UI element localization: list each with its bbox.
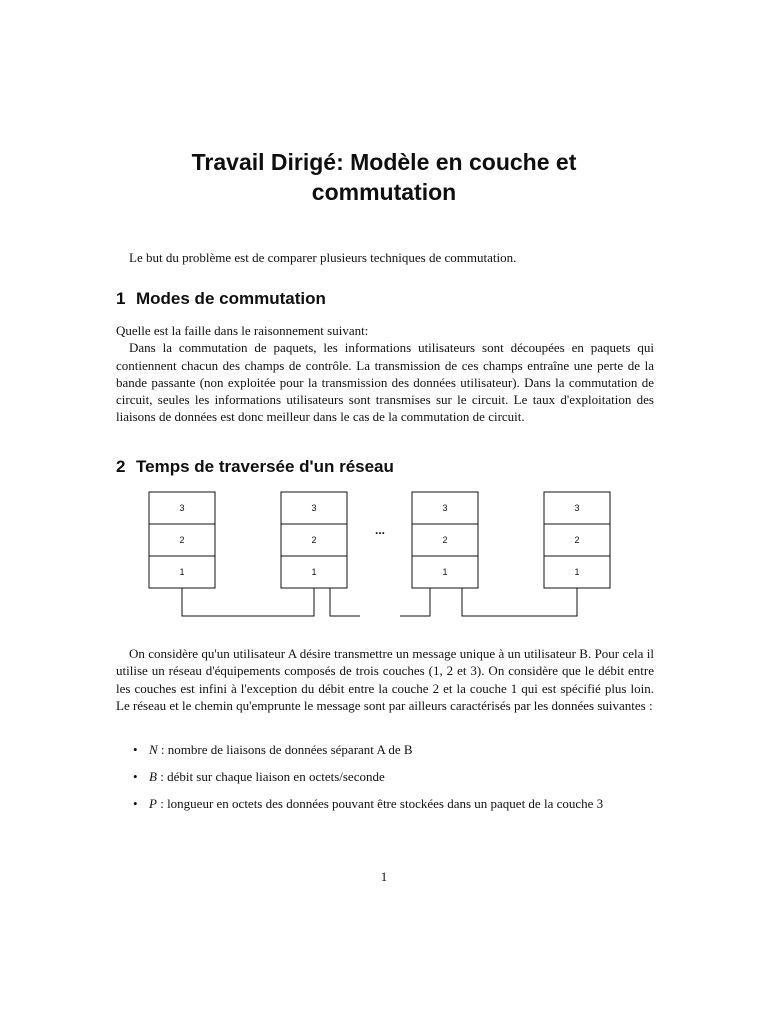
stack-4-label-2: 2 [574,535,580,545]
bullet-icon: • [133,796,138,811]
stack-3-label-3: 3 [442,503,448,513]
intro-text: Le but du problème est de comparer plusieurs techniques de commutation. [129,250,517,265]
bullet-icon: • [133,742,138,757]
section-1-lead: Quelle est la faille dans le raisonnement suivant: [116,323,369,338]
stack-2-label-3: 3 [311,503,317,513]
stack-3-label-1: 1 [442,567,448,577]
bullet-3-symbol: P [149,796,157,811]
stack-4-label-3: 3 [574,503,580,513]
title-line-1: Travail Dirigé: Modèle en couche et [191,149,577,175]
stack-2-label-2: 2 [311,535,317,545]
section-2-title: Temps de traversée d'un réseau [136,457,394,476]
link-in-3 [400,588,430,616]
stack-1-label-1: 1 [179,567,185,577]
bullet-2-symbol: B [149,769,157,784]
stack-3-label-2: 2 [442,535,448,545]
section-1-paragraph: Dans la commutation de paquets, les informations utilisateurs sont découpées en paquets qui contiennent chacun des champs de contrôle. La transmission de ces champs entraîne une perte de la bande passante (non exploitée pour la transmission des données utilisateur). Dans la commutation de circuit, seules les informations utilisateurs sont transmises sur le circuit. Le taux d'exploitation des liaisons de données est donc meilleur dans le cas de la commutation de circuit. [116,340,654,425]
bullet-icon: • [133,769,138,784]
section-2-paragraph: On considère qu'un utilisateur A désire transmettre un message unique à un utilisateur B. Pour cela il utilise un réseau d'équipements composés de trois couches (1, 2 et 3). On considère que le débit entre les couches est infini à l'exception du débit entre la couche 2 et la couche 1 qui est spécifié plus loin. Le réseau et le chemin qu'emprunte le message sont par ailleurs caractérisés par les données suivantes : [116,646,654,713]
title-line-2: commutation [311,179,457,205]
section-2-number: 2 [116,457,126,476]
diagram-ellipsis: ... [374,523,386,537]
bullet-1-text: : nombre de liaisons de données séparant A de B [157,742,413,757]
stack-1-label-2: 2 [179,535,185,545]
bullet-3-text: : longueur en octets des données pouvant être stockées dans un paquet de la couche 3 [156,796,604,811]
stack-1-label-3: 3 [179,503,185,513]
link-2-out [330,588,360,616]
section-1-number: 1 [116,289,126,308]
section-1-title: Modes de commutation [136,289,326,308]
link-3-4 [462,588,577,616]
page-number: 1 [380,869,388,884]
link-1-2 [182,588,314,616]
bullet-2-text: : débit sur chaque liaison en octets/seconde [156,769,385,784]
bullet-1-symbol: N [149,742,158,757]
stack-4-label-1: 1 [574,567,580,577]
stack-2-label-1: 1 [311,567,317,577]
